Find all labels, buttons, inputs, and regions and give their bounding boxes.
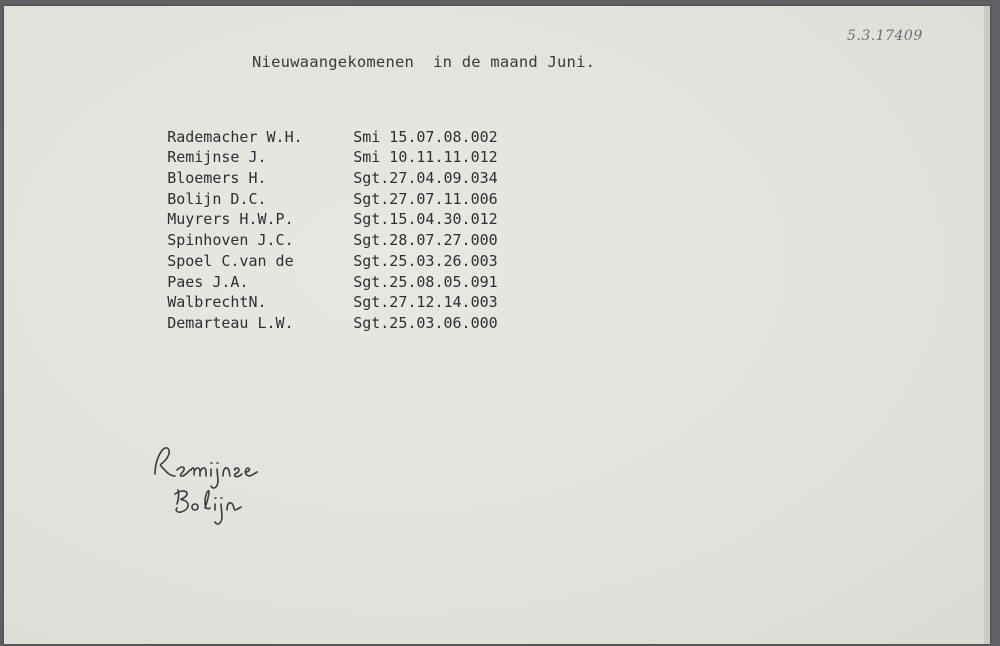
roster-row <box>113 106 498 146</box>
roster-name: Spoel C.van de <box>167 251 294 270</box>
roster-name: Remijnse J. <box>167 148 267 167</box>
roster-code: Sgt.25.03.06.000 <box>353 313 498 332</box>
roster-code: Sgt.25.03.26.003 <box>353 251 498 270</box>
roster-name: Muyrers H.W.P. <box>167 210 294 229</box>
roster-name: Spinhoven J.C. <box>167 231 294 250</box>
reference-number: 5.3.17409 <box>847 28 923 44</box>
roster-code: Sgt.28.07.27.000 <box>353 231 498 250</box>
roster-list <box>113 106 498 332</box>
roster-code: Smi 10.11.11.012 <box>353 148 498 167</box>
roster-code: Sgt.15.04.30.012 <box>353 210 498 229</box>
roster-code: Sgt.27.04.09.034 <box>353 169 498 188</box>
roster-code: Smi 15.07.08.002 <box>353 127 498 146</box>
document-card <box>4 6 990 644</box>
handwritten-signature <box>149 442 349 532</box>
card-edge <box>984 6 990 644</box>
roster-name: Paes J.A. <box>167 272 249 291</box>
roster-name: Bloemers H. <box>167 169 267 188</box>
roster-name: Rademacher W.H. <box>167 127 303 146</box>
roster-name: WalbrechtN. <box>167 293 267 312</box>
roster-code: Sgt.25.08.05.091 <box>353 272 498 291</box>
roster-name: Bolijn D.C. <box>167 189 267 208</box>
roster-code: Sgt.27.12.14.003 <box>353 293 498 312</box>
document-title: Nieuwaangekomenen in de maand Juni. <box>252 53 596 71</box>
roster-name: Demarteau L.W. <box>167 313 294 332</box>
roster-code: Sgt.27.07.11.006 <box>353 189 498 208</box>
